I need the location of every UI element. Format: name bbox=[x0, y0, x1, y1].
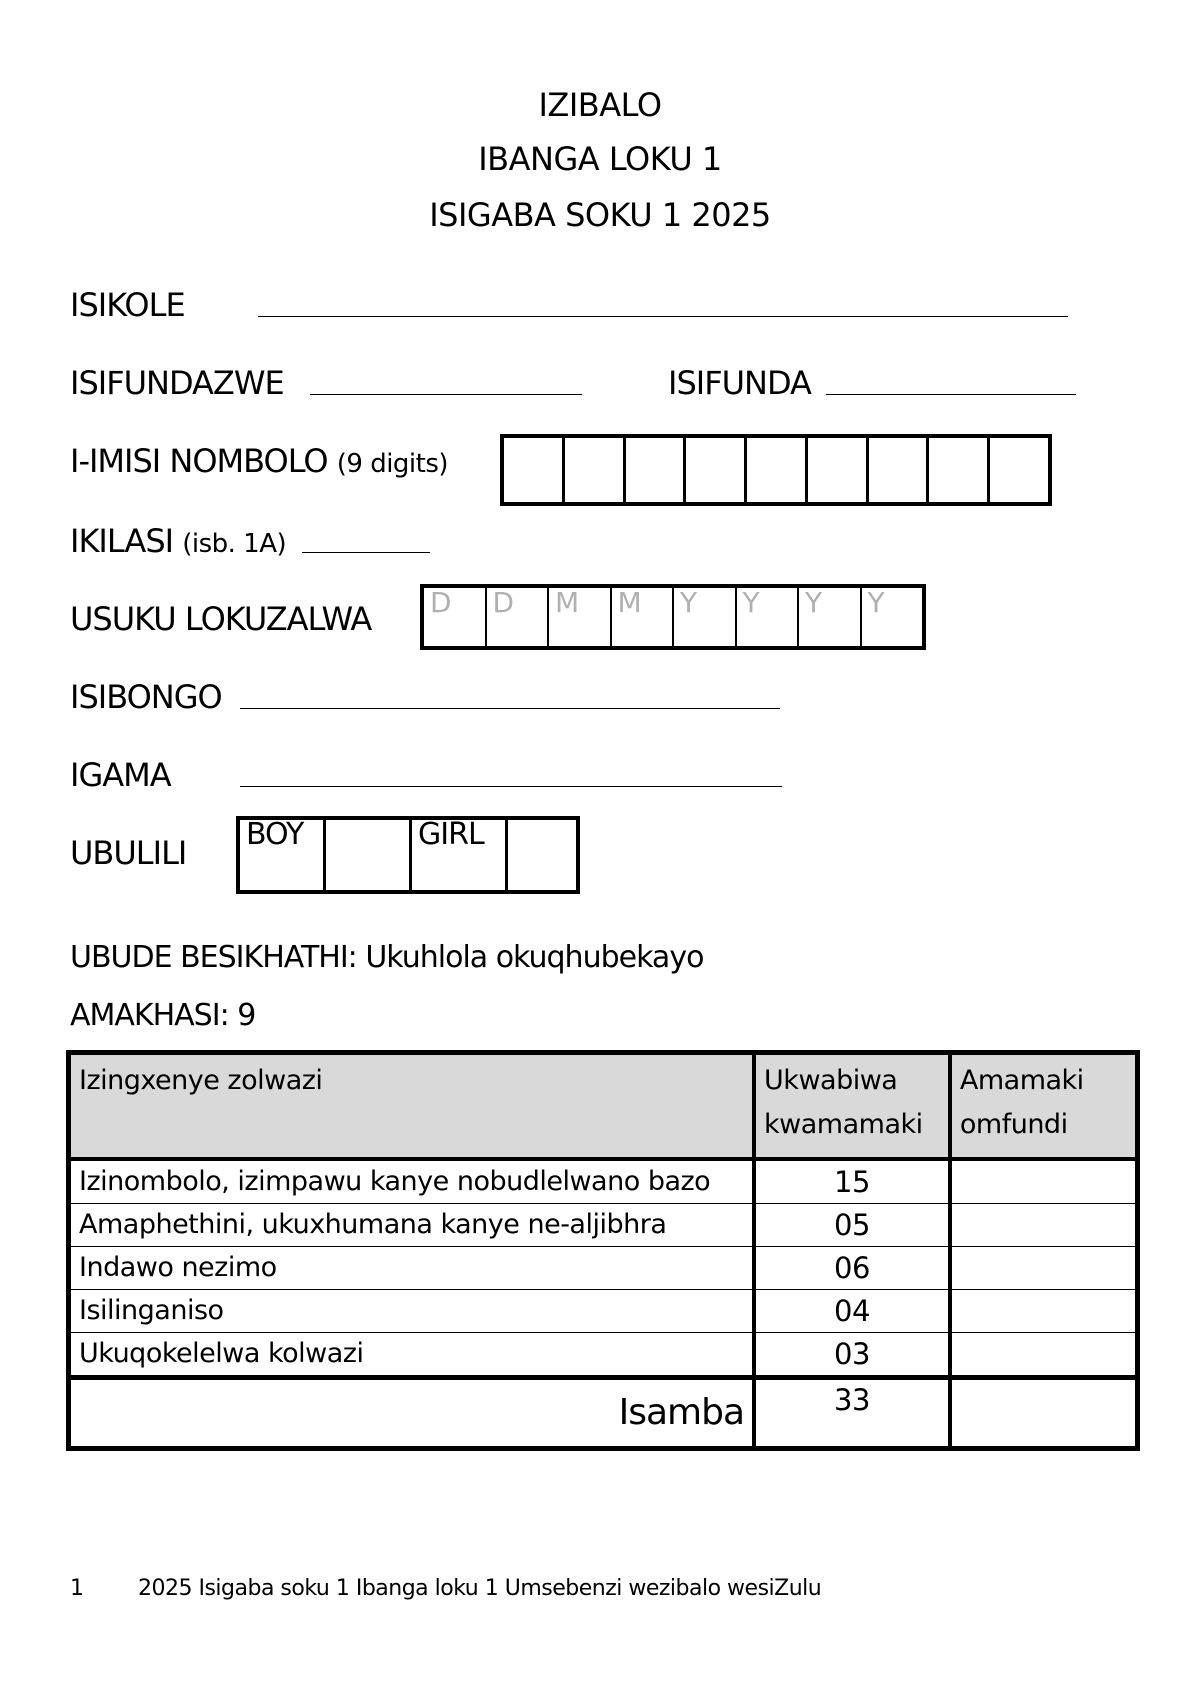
duration-text: UBUDE BESIKHATHI: Ukuhlola okuqhubekayo bbox=[70, 940, 704, 975]
learner-marks-cell[interactable] bbox=[950, 1290, 1138, 1333]
emis-digit-box[interactable] bbox=[990, 438, 1048, 502]
gender-girl-box[interactable] bbox=[508, 820, 576, 890]
marks-table-header-row bbox=[69, 1053, 1138, 1160]
learner-marks-cell[interactable] bbox=[950, 1159, 1138, 1204]
header-allocated: Ukwabiwa kwamamaki bbox=[754, 1053, 950, 1160]
dob-year-box[interactable]: Y bbox=[737, 588, 800, 646]
table-row bbox=[69, 1333, 1138, 1378]
dob-year-box[interactable]: Y bbox=[674, 588, 737, 646]
section-name: Izinombolo, izimpawu kanye nobudlelwano bazo bbox=[69, 1159, 755, 1204]
allocated-marks: 15 bbox=[754, 1159, 950, 1204]
name-line[interactable] bbox=[240, 786, 782, 787]
dob-month-box[interactable]: M bbox=[612, 588, 675, 646]
emis-digit-box[interactable] bbox=[929, 438, 990, 502]
emis-number-boxes bbox=[500, 434, 1052, 506]
header-section: Izingxenye zolwazi bbox=[69, 1053, 755, 1160]
class-line[interactable] bbox=[302, 552, 430, 553]
pages-text: AMAKHASI: 9 bbox=[70, 998, 256, 1033]
gender-boy-box[interactable] bbox=[326, 820, 412, 890]
name-label: IGAMA bbox=[70, 756, 171, 794]
surname-line[interactable] bbox=[240, 708, 780, 709]
emis-label-text: I-IMISI NOMBOLO bbox=[70, 442, 328, 480]
emis-label bbox=[70, 442, 448, 480]
dob-month-box[interactable]: M bbox=[549, 588, 612, 646]
table-row bbox=[69, 1204, 1138, 1247]
footer-text: 2025 Isigaba soku 1 Ibanga loku 1 Umsebenzi wezibalo wesiZulu bbox=[138, 1576, 822, 1601]
emis-digit-box[interactable] bbox=[504, 438, 565, 502]
total-label: Isamba bbox=[69, 1378, 755, 1449]
emis-digit-box[interactable] bbox=[626, 438, 687, 502]
learner-marks-cell[interactable] bbox=[950, 1247, 1138, 1290]
class-label-text: IKILASI bbox=[70, 522, 174, 560]
section-name: Ukuqokelelwa kolwazi bbox=[69, 1333, 755, 1378]
school-label: ISIKOLE bbox=[70, 286, 185, 324]
emis-digit-box[interactable] bbox=[747, 438, 808, 502]
table-row bbox=[69, 1159, 1138, 1204]
dob-year-box[interactable]: Y bbox=[799, 588, 862, 646]
emis-digit-box[interactable] bbox=[686, 438, 747, 502]
emis-digit-box[interactable] bbox=[565, 438, 626, 502]
paper-term: ISIGABA SOKU 1 2025 bbox=[429, 196, 771, 234]
emis-hint: (9 digits) bbox=[336, 449, 449, 479]
province-line[interactable] bbox=[310, 394, 582, 395]
dob-year-box[interactable]: Y bbox=[867, 586, 885, 619]
gender-boxes bbox=[236, 816, 580, 894]
dob-label: USUKU LOKUZALWA bbox=[70, 600, 372, 638]
allocated-marks: 04 bbox=[754, 1290, 950, 1333]
learner-total-cell[interactable] bbox=[950, 1378, 1138, 1449]
marks-table bbox=[66, 1050, 1140, 1451]
class-hint: (isb. 1A) bbox=[182, 529, 287, 559]
dob-day-box[interactable]: D bbox=[487, 588, 550, 646]
paper-grade: IBANGA LOKU 1 bbox=[478, 140, 722, 178]
page-number: 1 bbox=[70, 1576, 84, 1601]
table-row bbox=[69, 1247, 1138, 1290]
dob-day-box[interactable]: D bbox=[424, 588, 487, 646]
learner-marks-cell[interactable] bbox=[950, 1333, 1138, 1378]
school-line[interactable] bbox=[258, 316, 1068, 317]
total-row bbox=[69, 1378, 1138, 1449]
allocated-marks: 03 bbox=[754, 1333, 950, 1378]
gender-girl-label: GIRL bbox=[412, 820, 508, 890]
surname-label: ISIBONGO bbox=[70, 678, 222, 716]
gender-boy-label: BOY bbox=[240, 820, 326, 890]
learner-marks-cell[interactable] bbox=[950, 1204, 1138, 1247]
paper-subject: IZIBALO bbox=[538, 86, 662, 124]
district-label: ISIFUNDA bbox=[668, 364, 811, 402]
total-value: 33 bbox=[754, 1378, 950, 1449]
section-name: Amaphethini, ukuxhumana kanye ne-aljibhra bbox=[69, 1204, 755, 1247]
allocated-marks: 06 bbox=[754, 1247, 950, 1290]
province-label: ISIFUNDAZWE bbox=[70, 364, 284, 402]
dob-boxes bbox=[420, 584, 926, 650]
emis-digit-box[interactable] bbox=[808, 438, 869, 502]
table-row bbox=[69, 1290, 1138, 1333]
gender-label: UBULILI bbox=[70, 834, 187, 872]
emis-digit-box[interactable] bbox=[869, 438, 930, 502]
district-line[interactable] bbox=[826, 394, 1076, 395]
allocated-marks: 05 bbox=[754, 1204, 950, 1247]
section-name: Indawo nezimo bbox=[69, 1247, 755, 1290]
header-learner-marks: Amamaki omfundi bbox=[950, 1053, 1138, 1160]
class-label bbox=[70, 522, 286, 560]
section-name: Isilinganiso bbox=[69, 1290, 755, 1333]
